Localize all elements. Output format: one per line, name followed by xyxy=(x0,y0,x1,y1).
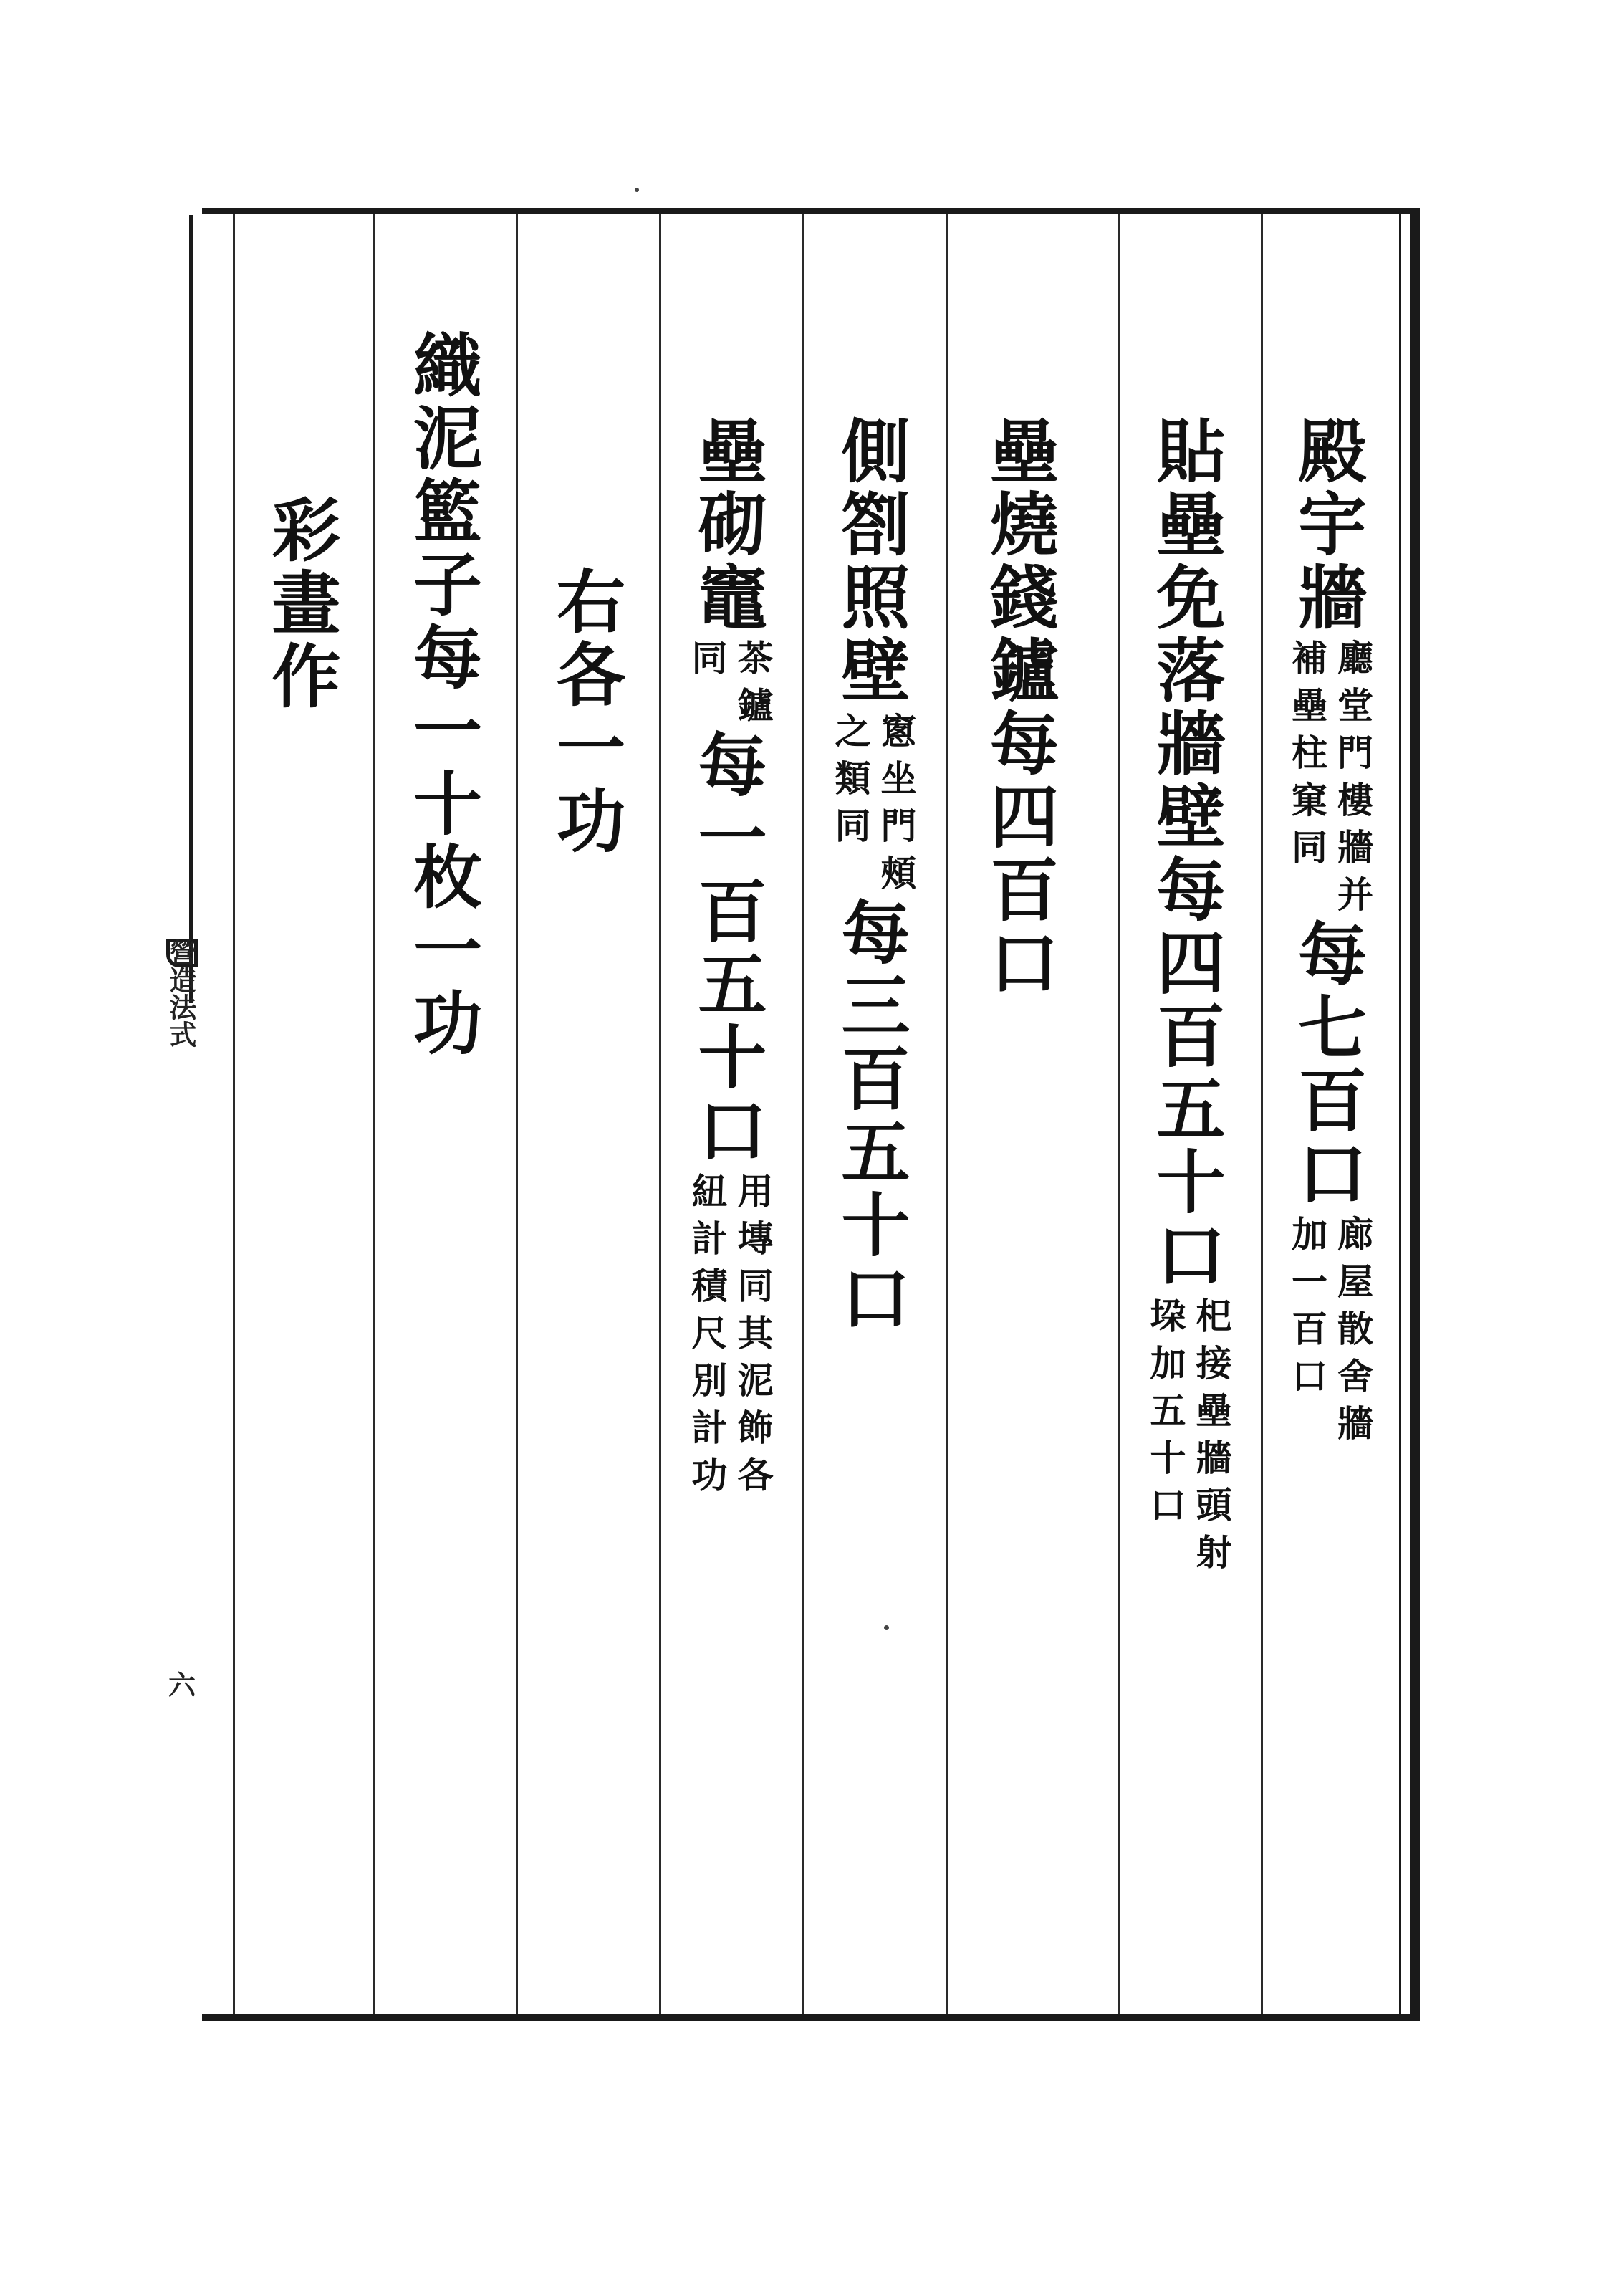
note-left-line: 同 xyxy=(691,637,728,679)
note-right-line: 茶 鑪 xyxy=(737,637,774,727)
main-text: 每 七 百 口 xyxy=(1298,914,1367,1215)
column-rule xyxy=(802,214,804,2014)
note-left-line: 加 一 百 口 xyxy=(1292,1213,1327,1397)
page-margin-spine xyxy=(166,215,202,2014)
column-rule xyxy=(516,214,518,2014)
note-left-line: 補 壘 柱 窠 同 xyxy=(1292,637,1327,868)
double-line-note xyxy=(692,635,774,729)
frame-inner-line xyxy=(1399,214,1401,2014)
column-rule xyxy=(946,214,948,2014)
double-line-note xyxy=(1292,635,1373,919)
text-column-1 xyxy=(1268,411,1397,1447)
section-heading: 彩 畫 作 xyxy=(272,490,341,717)
column-rule xyxy=(659,214,661,2014)
text-column-4 xyxy=(813,411,938,1339)
main-text: 貼 壘 免 落 牆 壁 每 四 百 五 十 口 xyxy=(1156,411,1226,1296)
note-left-line: 之 類 同 xyxy=(835,710,871,847)
double-line-note xyxy=(692,1168,774,1499)
main-text: 壘 燒 錢 鑪 每 四 百 口 xyxy=(990,411,1059,1004)
text-column-2 xyxy=(1128,411,1254,1576)
note-right-line: 廊 屋 散 舍 牆 xyxy=(1337,1213,1373,1445)
text-column-5 xyxy=(670,411,795,1499)
main-text: 每 三 百 五 十 口 xyxy=(841,893,911,1339)
main-text: 每 一 百 五 十 口 xyxy=(698,725,767,1172)
text-column-8 xyxy=(247,490,365,717)
ink-speck xyxy=(884,1625,889,1630)
main-text: 壘 砌 竈 xyxy=(698,411,767,638)
double-line-note xyxy=(835,708,917,897)
main-text: 殿 宇 牆 xyxy=(1298,411,1367,638)
text-column-7 xyxy=(387,325,509,1064)
note-left-line: 紐 計 積 尺 別 計 功 xyxy=(691,1170,728,1496)
column-rule xyxy=(1118,214,1120,2014)
main-text: 織 泥 籃 子 每 一 十 枚 一 功 xyxy=(413,325,482,1064)
column-rule xyxy=(1261,214,1263,2014)
main-text: 右 各 一 功 xyxy=(557,562,625,862)
double-line-note xyxy=(1150,1293,1232,1576)
text-column-6 xyxy=(530,562,652,862)
note-right-line: 用 塼 同 其 泥 飾 各 xyxy=(737,1170,774,1496)
text-column-3 xyxy=(960,411,1089,1004)
note-right-line: 窻 坐 門 頰 xyxy=(880,710,917,894)
spine-line xyxy=(189,215,193,1003)
note-right-line: 廳 堂 門 樓 牆 并 xyxy=(1337,637,1373,916)
column-rule xyxy=(373,214,375,2014)
note-right-line: 𣏌 接 壘 牆 頭 射 xyxy=(1196,1295,1232,1574)
double-line-note xyxy=(1292,1211,1373,1447)
note-left-line: 垜 加 五 十 口 xyxy=(1150,1295,1186,1526)
margin-book-title: 營造法式 xyxy=(165,939,197,1048)
margin-page-number: 六 xyxy=(168,1669,196,1701)
column-rule xyxy=(233,214,235,2014)
ink-speck xyxy=(635,188,639,192)
main-text: 側 劄 照 壁 xyxy=(841,411,911,712)
